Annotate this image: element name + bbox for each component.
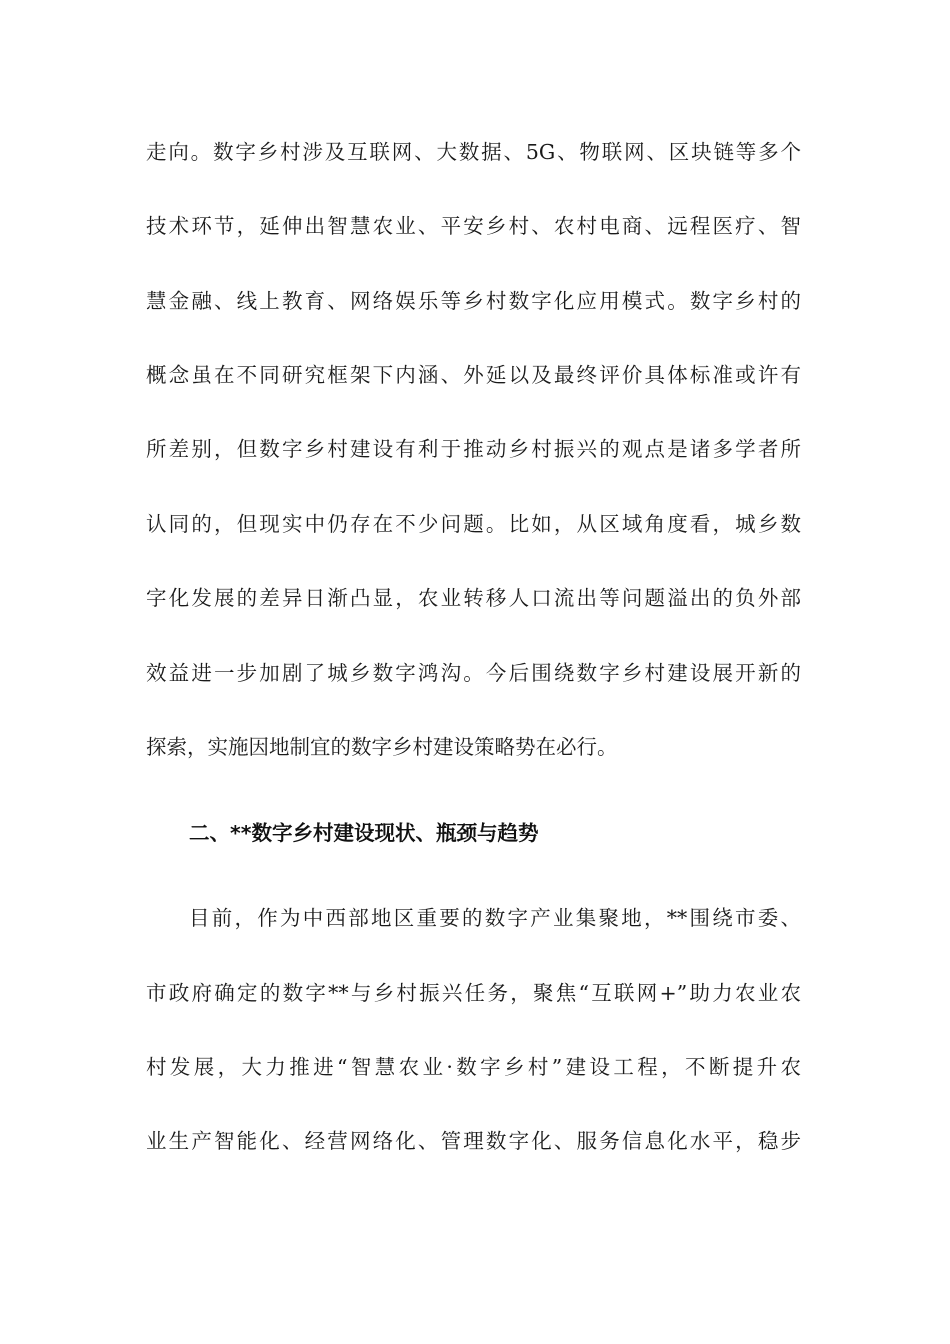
paragraph-1-line-3: 慧金融、线上教育、网络娱乐等乡村数字化应用模式。数字乡村的	[146, 289, 801, 313]
paragraph-1-line-6: 认同的，但现实中仍存在不少问题。比如，从区域角度看，城乡数	[146, 512, 801, 536]
paragraph-1-line-8: 效益进一步加剧了城乡数字鸿沟。今后围绕数字乡村建设展开新的	[146, 661, 801, 685]
paragraph-1-line-5: 所差别，但数字乡村建设有利于推动乡村振兴的观点是诸多学者所	[146, 437, 801, 461]
paragraph-1-line-2: 技术环节，延伸出智慧农业、平安乡村、农村电商、远程医疗、智	[146, 214, 801, 238]
paragraph-2-line-3: 村发展，大力推进“智慧农业·数字乡村”建设工程，不断提升农	[146, 1055, 801, 1079]
paragraph-1-line-9: 探索，实施因地制宜的数字乡村建设策略势在必行。	[146, 735, 618, 759]
section-heading: 二、**数字乡村建设现状、瓶颈与趋势	[189, 821, 539, 845]
paragraph-2-line-1: 目前，作为中西部地区重要的数字产业集聚地，**围绕市委、	[189, 906, 801, 930]
paragraph-1-line-4: 概念虽在不同研究框架下内涵、外延以及最终评价具体标准或许有	[146, 363, 801, 387]
paragraph-1-line-7: 字化发展的差异日渐凸显，农业转移人口流出等问题溢出的负外部	[146, 586, 801, 610]
paragraph-2-line-2: 市政府确定的数字**与乡村振兴任务，聚焦“互联网+”助力农业农	[146, 981, 801, 1005]
paragraph-2-line-4: 业生产智能化、经营网络化、管理数字化、服务信息化水平，稳步	[146, 1129, 801, 1153]
paragraph-1-line-1: 走向。数字乡村涉及互联网、大数据、5G、物联网、区块链等多个	[146, 140, 801, 164]
